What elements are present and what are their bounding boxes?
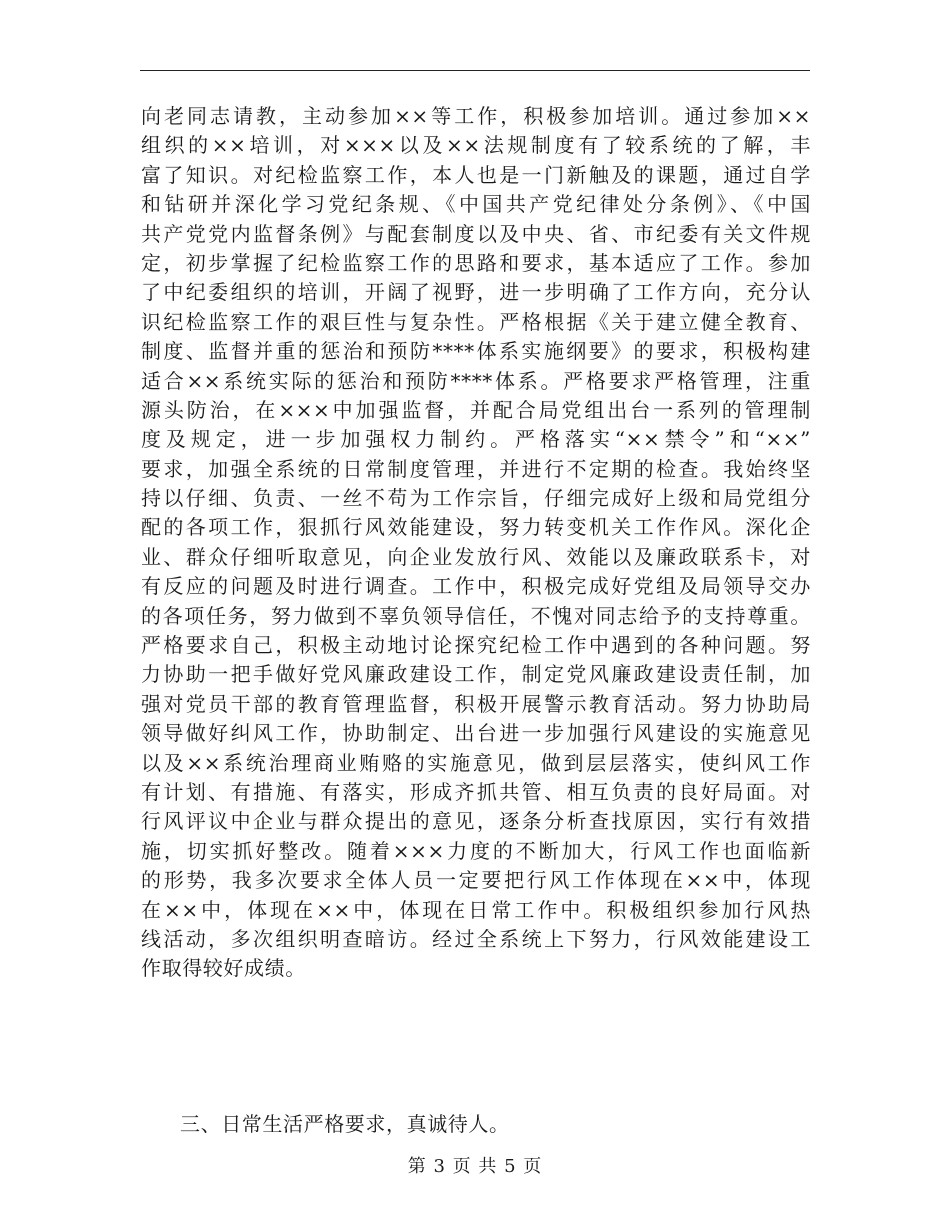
body-line: 的形势，我多次要求全体人员一定要把行风工作体现在××中，体现 bbox=[141, 868, 811, 893]
body-line: 向老同志请教，主动参加××等工作，积极参加培训。通过参加×× bbox=[141, 104, 811, 128]
body-line: 有反应的问题及时进行调查。工作中，积极完成好党组及局领导交办 bbox=[141, 574, 811, 599]
body-line: 度及规定，进一步加强权力制约。严格落实“××禁令”和“××” bbox=[141, 427, 811, 452]
header-rule bbox=[140, 70, 810, 71]
body-line: 制度、监督并重的惩治和预防****体系实施纲要》的要求，积极构建 bbox=[141, 339, 811, 364]
body-line: 定，初步掌握了纪检监察工作的思路和要求，基本适应了工作。参加 bbox=[141, 250, 811, 275]
body-line: 以及××系统治理商业贿赂的实施意见，做到层层落实，使纠风工作 bbox=[141, 750, 811, 775]
body-line: 在××中，体现在××中，体现在日常工作中。积极组织参加行风热 bbox=[141, 897, 811, 922]
body-line: 严格要求自己，积极主动地讨论探究纪检工作中遇到的各种问题。努 bbox=[141, 633, 811, 658]
body-line: 施，切实抓好整改。随着×××力度的不断加大，行风工作也面临新 bbox=[141, 838, 811, 863]
body-line: 识纪检监察工作的艰巨性与复杂性。严格根据《关于建立健全教育、 bbox=[141, 309, 811, 334]
body-line: 源头防治，在×××中加强监督，并配合局党组出台一系列的管理制 bbox=[141, 397, 811, 422]
body-line: 强对党员干部的教育管理监督，积极开展警示教育活动。努力协助局 bbox=[141, 691, 811, 716]
body-line: 业、群众仔细听取意见，向企业发放行风、效能以及廉政联系卡，对 bbox=[141, 544, 811, 569]
body-line: 配的各项工作，狠抓行风效能建设，努力转变机关工作作风。深化企 bbox=[141, 515, 811, 540]
body-line: 了中纪委组织的培训，开阔了视野，进一步明确了工作方向，充分认 bbox=[141, 280, 811, 305]
body-line: 组织的××培训，对×××以及××法规制度有了较系统的了解，丰 bbox=[141, 133, 811, 158]
body-line: 要求，加强全系统的日常制度管理，并进行不定期的检查。我始终坚 bbox=[141, 456, 811, 481]
body-line: 力协助一把手做好党风廉政建设工作，制定党风廉政建设责任制，加 bbox=[141, 662, 811, 687]
body-line: 行风评议中企业与群众提出的意见，逐条分析查找原因，实行有效措 bbox=[141, 809, 811, 834]
page-number: 第 3 页 共 5 页 bbox=[407, 1156, 543, 1177]
body-text bbox=[141, 102, 811, 984]
body-line: 富了知识。对纪检监察工作，本人也是一门新触及的课题，通过自学 bbox=[141, 162, 811, 187]
body-line: 持以仔细、负责、一丝不苟为工作宗旨，仔细完成好上级和局党组分 bbox=[141, 486, 811, 511]
body-line: 有计划、有措施、有落实，形成齐抓共管、相互负责的良好局面。对 bbox=[141, 779, 811, 804]
body-line: 适合××系统实际的惩治和预防****体系。严格要求严格管理，注重 bbox=[141, 368, 811, 393]
body-line: 作取得较好成绩。 bbox=[141, 956, 306, 981]
section-heading: 三、日常生活严格要求，真诚待人。 bbox=[180, 1112, 510, 1136]
body-line: 线活动，多次组织明查暗访。经过全系统上下努力，行风效能建设工 bbox=[141, 926, 811, 951]
body-line: 的各项任务，努力做到不辜负领导信任，不愧对同志给予的支持尊重。 bbox=[141, 603, 811, 628]
body-line: 和钻研并深化学习党纪条规、《中国共产党纪律处分条例》、《中国 bbox=[141, 192, 811, 217]
body-line: 共产党党内监督条例》与配套制度以及中央、省、市纪委有关文件规 bbox=[141, 221, 811, 246]
body-line: 领导做好纠风工作，协助制定、出台进一步加强行风建设的实施意见 bbox=[141, 721, 811, 746]
